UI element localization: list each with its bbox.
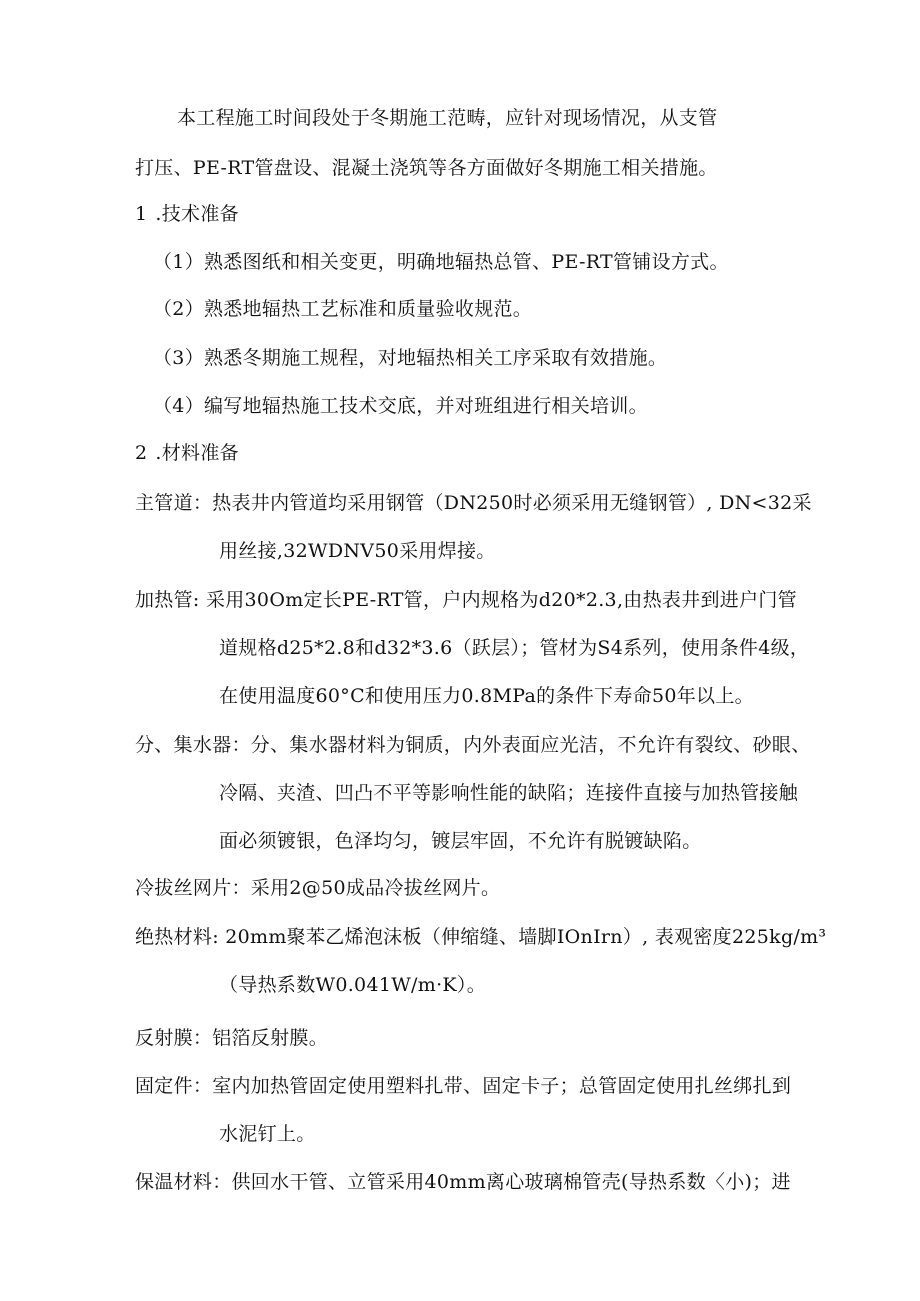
intro-paragraph-line-1: 本工程施工时间段处于冬期施工范畴，应针对现场情况，从支管 <box>177 107 718 129</box>
section-1-heading <box>135 202 239 226</box>
section-2-number: 2 <box>135 442 148 464</box>
heating-pipe-line-1: 加热管: 采用30Om定长PE-RT管，户内规格为d20*2.3,由热表井到进户门管 <box>135 589 797 611</box>
main-pipe-line-2: 用丝接,32WDNV50采用焊接。 <box>219 540 496 562</box>
section-1-item-3: （3）熟悉冬期施工规程，对地辐热相关工序采取有效措施。 <box>153 347 668 369</box>
thermal-material-line: 保温材料：供回水干管、立管采用40mm离心玻璃棉管壳(导热系数〈小)；进 <box>135 1171 791 1193</box>
manifold-line-2: 冷隔、夹渣、凹凸不平等影响性能的缺陷；连接件直接与加热管接触 <box>219 782 799 804</box>
insulation-line-2: （导热系数W0.041W/m·K）。 <box>219 974 487 996</box>
insulation-line-1: 绝热材料: 20mm聚苯乙烯泡沫板（伸缩缝、墙脚IOnIrn）, 表观密度225kg∕m³ <box>135 926 827 948</box>
section-1-item-4: （4）编写地辐热施工技术交底，并对班组进行相关培训。 <box>153 395 648 417</box>
section-1-number: 1 <box>135 203 148 225</box>
heating-pipe-line-2: 道规格d25*2.8和d32*3.6（跃层）；管材为S4系列，使用条件4级， <box>219 637 810 659</box>
section-1-item-2: （2）熟悉地辐热工艺标准和质量验收规范。 <box>153 298 533 320</box>
fixings-line-1: 固定件：室内加热管固定使用塑料扎带、固定卡子；总管固定使用扎丝绑扎到 <box>135 1075 792 1097</box>
main-pipe-line-1: 主管道：热表井内管道均采用钢管（DN250时必须采用无缝钢管）, DN<32采 <box>135 492 812 514</box>
section-1-item-1: （1）熟悉图纸和相关变更，明确地辐热总管、PE-RT管铺设方式。 <box>153 251 729 273</box>
fixings-line-2: 水泥钉上。 <box>219 1123 316 1145</box>
intro-paragraph-line-2: 打压、PE-RT管盘设、混凝土浇筑等各方面做好冬期施工相关措施。 <box>135 157 718 179</box>
wire-mesh-line: 冷拔丝网片：采用2@50成品冷拔丝网片。 <box>135 877 501 899</box>
manifold-line-1: 分、集水器：分、集水器材料为铜质，内外表面应光洁，不允许有裂纹、砂眼、 <box>135 734 811 756</box>
section-2-title: .材料准备 <box>155 442 239 464</box>
manifold-line-3: 面必须镀银，色泽均匀，镀层牢固，不允许有脱镀缺陷。 <box>219 830 702 852</box>
section-2-heading <box>135 441 239 465</box>
section-1-title: .技术准备 <box>155 203 239 225</box>
heating-pipe-line-3: 在使用温度60°C和使用压力0.8MPa的条件下寿命50年以上。 <box>219 685 754 707</box>
reflective-film-line: 反射膜：铝箔反射膜。 <box>135 1027 329 1049</box>
